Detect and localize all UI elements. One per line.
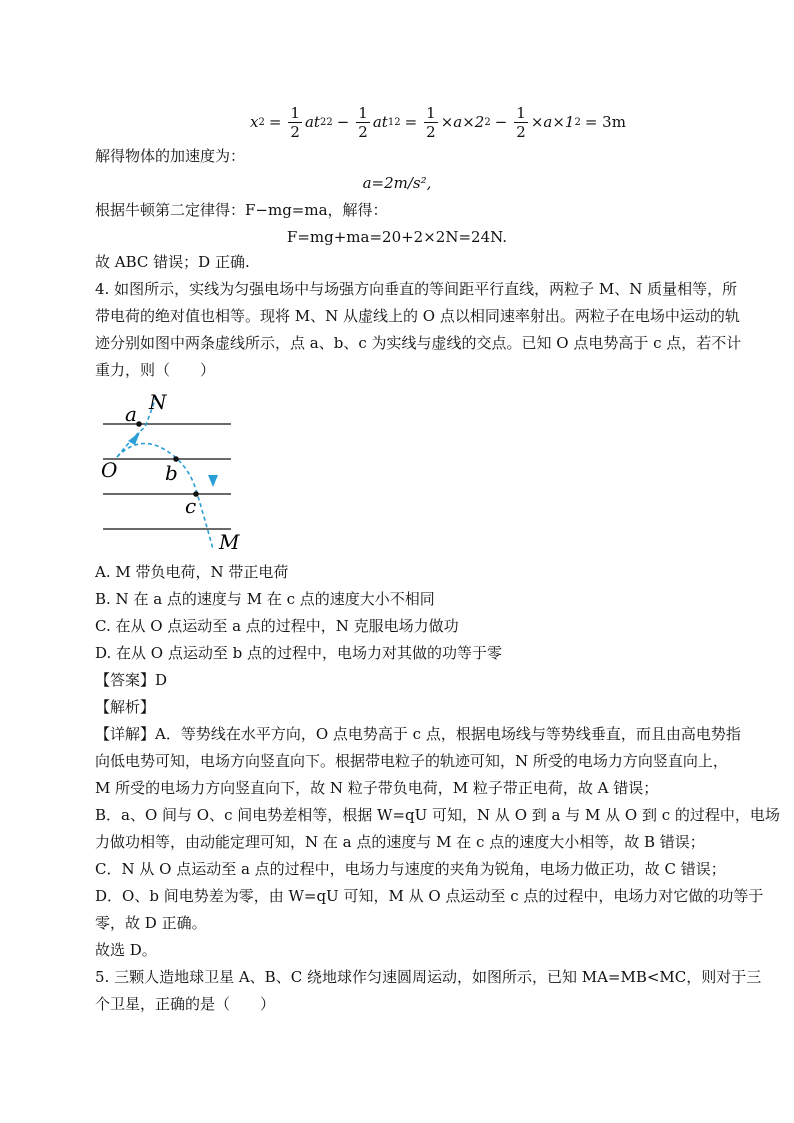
question-4-line: 带电荷的绝对值也相等。现将 M、N 从虚线上的 O 点以相同速率射出。两粒子在电场中运动的轨: [95, 307, 740, 325]
detail-line: D．O、b 间电势差为零，由 W=qU 可知，M 从 O 点运动至 c 点的过程中，电场力对它做的功等于: [95, 887, 764, 905]
formula-t1-sub: 1: [387, 116, 395, 128]
question-4-line: 4. 如图所示，实线为匀强电场中与场强方向垂直的等间距平行直线，两粒子 M、N 质量相等，所: [95, 280, 738, 298]
option-d: D. 在从 O 点运动至 b 点的过程中，电场力对其做的功等于零: [95, 644, 503, 662]
detail-line: M 所受的电场力方向竖直向下，故 N 粒子带负电荷，M 粒子带正电荷，故 A 错误；: [95, 779, 659, 797]
formula-x: x: [250, 113, 259, 131]
detail-line: 向低电势可知，电场方向竖直向下。根据带电粒子的轨迹可知，N 所受的电场力方向竖直向上，: [95, 752, 728, 770]
formula-x-sub: 2: [258, 116, 265, 128]
formula-eq-2: =: [404, 113, 418, 131]
option-a: A. M 带负电荷，N 带正电荷: [95, 563, 289, 581]
conclusion-line: 故选 D。: [95, 941, 157, 959]
text-line: 解得物体的加速度为：: [95, 147, 246, 165]
formula-at-2: at: [372, 113, 388, 131]
fraction-half-2: [356, 104, 370, 141]
frac-den: 2: [290, 122, 300, 141]
detail-line: 【详解】A．等势线在水平方向，O 点电势高于 c 点，根据电场线与等势线垂直，而且由高电势指: [95, 725, 741, 743]
formula-at: at: [304, 113, 320, 131]
formula-term-22: ×a×2: [440, 113, 485, 131]
fraction-half-4: [514, 104, 528, 141]
frac-den: 2: [516, 122, 526, 141]
fraction-half-3: [424, 104, 438, 141]
text-line: 故 ABC 错误；D 正确.: [95, 253, 250, 271]
label-n: N: [149, 390, 167, 414]
formula-t2-sub: 2: [319, 116, 327, 128]
analysis-label: 【解析】: [95, 698, 156, 716]
option-c: C. 在从 O 点运动至 a 点的过程中，N 克服电场力做功: [95, 617, 459, 635]
detail-line: C．N 从 O 点运动至 a 点的过程中，电场力与速度的夹角为锐角，电场力做正功，故 C 错误；: [95, 860, 726, 878]
formula-result: = 3m: [584, 113, 626, 131]
fraction-half: [288, 104, 302, 141]
detail-line: B．a、O 间与 O、c 间电势差相等，根据 W=qU 可知，N 从 O 到 a 与 M 从 O 到 c 的过程中，电场: [95, 806, 780, 824]
text-line: 根据牛顿第二定律得：F−mg=ma，解得：: [95, 201, 388, 219]
force-equation: F=mg+ma=20+2×2N=24N.: [286, 228, 508, 246]
frac-den: 2: [426, 122, 436, 141]
arrow-m-icon: [208, 475, 218, 487]
formula-sq: 2: [484, 116, 491, 128]
frac-den: 2: [358, 122, 368, 141]
answer-label: 【答案】D: [95, 671, 168, 689]
label-b: b: [165, 461, 178, 485]
label-a: a: [125, 402, 137, 426]
electric-field-figure: [95, 385, 255, 555]
acceleration-value: a=2m/s²,: [362, 174, 432, 192]
option-b: B. N 在 a 点的速度与 M 在 c 点的速度大小不相同: [95, 590, 435, 608]
question-5-line: 个卫星，正确的是（ ）: [95, 995, 276, 1013]
question-4-line: 迹分别如图中两条虚线所示，点 a、b、c 为实线与虚线的交点。已知 O 点电势高于 c 点，若不计: [95, 334, 742, 352]
frac-num: 1: [290, 103, 300, 122]
kinematics-formula: [250, 94, 626, 150]
formula-sq-2: 2: [574, 116, 581, 128]
frac-num: 1: [358, 103, 368, 122]
label-o: O: [101, 458, 118, 482]
label-c: c: [185, 494, 197, 518]
frac-num: 1: [426, 103, 436, 122]
formula-minus-2: −: [494, 113, 508, 131]
label-m: M: [219, 530, 240, 554]
formula-t1-sup: 2: [394, 116, 401, 128]
frac-num: 1: [516, 103, 526, 122]
detail-line: 零，故 D 正确。: [95, 914, 207, 932]
formula-eq: =: [268, 113, 282, 131]
arrow-n-icon: [128, 432, 140, 445]
detail-line: 力做功相等，由动能定理可知，N 在 a 点的速度与 M 在 c 点的速度大小相等，故 B 错误；: [95, 833, 705, 851]
point-a: [136, 421, 142, 427]
question-4-line: 重力，则（ ）: [95, 361, 216, 379]
formula-minus: −: [336, 113, 350, 131]
formula-t2-sup: 2: [326, 116, 333, 128]
formula-term-12: ×a×1: [530, 113, 575, 131]
question-5-line: 5. 三颗人造地球卫星 A、B、C 绕地球作匀速圆周运动，如图所示，已知 MA=MB<MC，则对于三: [95, 968, 762, 986]
